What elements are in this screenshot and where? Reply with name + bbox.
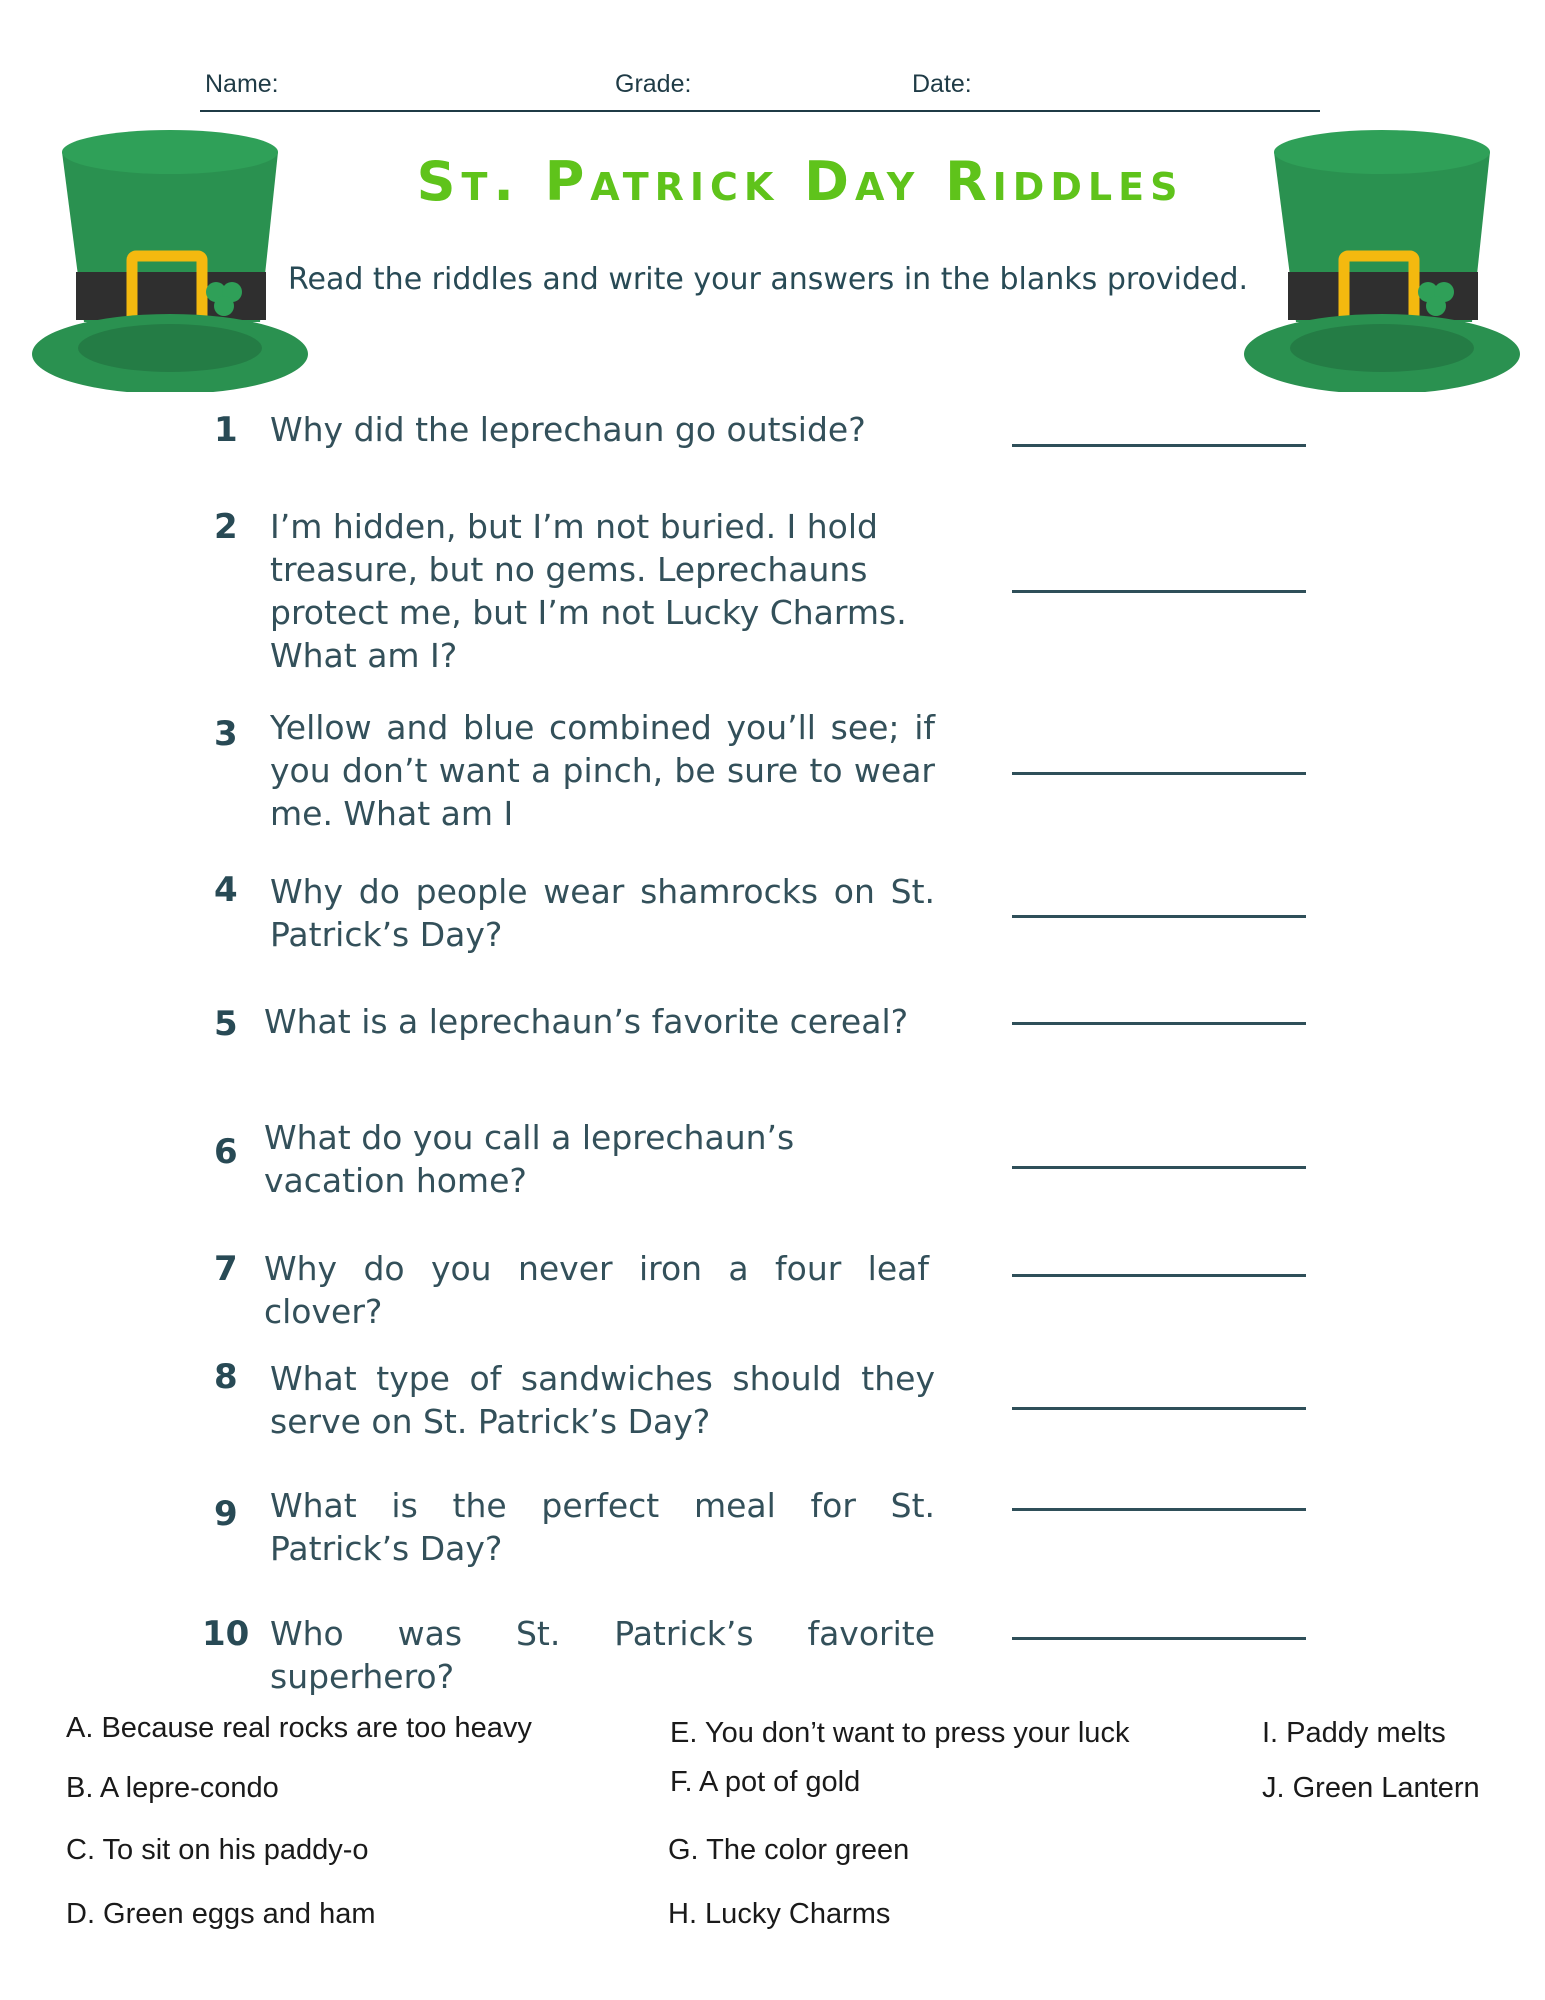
riddle-text: What is the perfect meal for St. Patrick’s Day? bbox=[270, 1486, 935, 1568]
answer-blank-2[interactable] bbox=[1012, 590, 1306, 593]
name-label: Name: bbox=[205, 70, 279, 98]
riddle-text: Why did the leprechaun go outside? bbox=[270, 410, 866, 449]
answer-option: G. The color green bbox=[668, 1834, 910, 1866]
riddle-number: 3 bbox=[214, 714, 238, 754]
riddle-text: What do you call a leprechaun’s vacation home? bbox=[264, 1118, 795, 1200]
header-line bbox=[200, 110, 1320, 112]
riddle-number: 8 bbox=[214, 1357, 238, 1397]
answer-option: F. A pot of gold bbox=[670, 1766, 861, 1798]
riddle-text: What type of sandwiches should they serve on St. Patrick’s Day? bbox=[270, 1359, 935, 1441]
riddle-number: 10 bbox=[202, 1614, 250, 1654]
answer-blank-8[interactable] bbox=[1012, 1407, 1306, 1410]
riddle-text: Why do you never iron a four leaf clover? bbox=[264, 1249, 929, 1331]
riddle-text: What is a leprechaun’s favorite cereal? bbox=[264, 1002, 909, 1041]
answer-option: D. Green eggs and ham bbox=[66, 1898, 376, 1930]
riddle-text: Yellow and blue combined you’ll see; if you don’t want a pinch, be sure to wear me. What am I bbox=[270, 708, 935, 833]
riddle-number: 1 bbox=[214, 410, 238, 450]
riddle-number: 2 bbox=[214, 507, 238, 547]
riddle-text: I’m hidden, but I’m not buried. I hold treasure, but no gems. Leprechauns protect me, but I’m not Lucky Charms. What am I? bbox=[270, 507, 907, 675]
instructions: Read the riddles and write your answers in the blanks provided. bbox=[288, 262, 1249, 297]
answer-blank-4[interactable] bbox=[1012, 915, 1306, 918]
answer-option: J. Green Lantern bbox=[1262, 1772, 1480, 1804]
riddle-number: 7 bbox=[214, 1249, 238, 1289]
answer-blank-6[interactable] bbox=[1012, 1166, 1306, 1169]
riddle-number: 6 bbox=[214, 1132, 238, 1172]
date-label: Date: bbox=[912, 70, 972, 98]
answer-blank-7[interactable] bbox=[1012, 1274, 1306, 1277]
answer-blank-5[interactable] bbox=[1012, 1022, 1306, 1025]
answer-option: I. Paddy melts bbox=[1262, 1717, 1446, 1749]
answer-option: H. Lucky Charms bbox=[668, 1898, 891, 1930]
answer-blank-10[interactable] bbox=[1012, 1637, 1306, 1640]
answer-blank-1[interactable] bbox=[1012, 444, 1306, 447]
riddle-text: Who was St. Patrick’s favorite superhero? bbox=[270, 1614, 935, 1696]
riddle-number: 5 bbox=[214, 1004, 238, 1044]
grade-label: Grade: bbox=[615, 70, 692, 98]
riddle-text: Why do people wear shamrocks on St. Patrick’s Day? bbox=[270, 872, 935, 954]
answer-option: A. Because real rocks are too heavy bbox=[66, 1712, 532, 1744]
answer-blank-9[interactable] bbox=[1012, 1508, 1306, 1511]
riddle-number: 9 bbox=[214, 1494, 238, 1534]
riddle-number: 4 bbox=[214, 870, 238, 910]
answer-blank-3[interactable] bbox=[1012, 772, 1306, 775]
answer-option: C. To sit on his paddy-o bbox=[66, 1834, 369, 1866]
leprechaun-hat-left-icon bbox=[28, 122, 318, 392]
answer-option: B. A lepre-condo bbox=[66, 1772, 279, 1804]
answer-option: E. You don’t want to press your luck bbox=[670, 1717, 1130, 1749]
page-title: St. Patrick Day Riddles bbox=[416, 150, 1184, 213]
